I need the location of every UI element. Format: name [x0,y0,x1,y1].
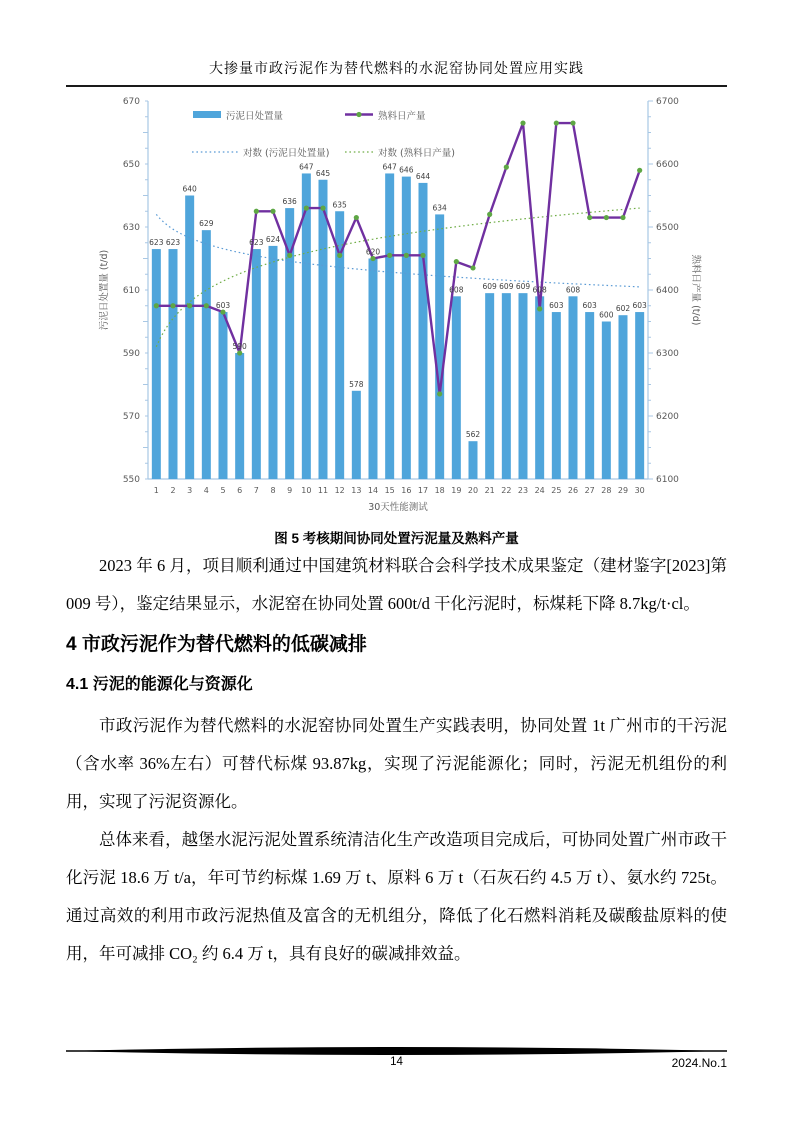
svg-text:562: 562 [465,430,481,440]
svg-text:590: 590 [232,342,247,351]
svg-text:1: 1 [153,486,159,495]
left-axis-title: 污泥日处置量 (t/d) [99,249,110,331]
svg-text:30: 30 [634,486,645,495]
svg-text:6400: 6400 [656,286,679,296]
svg-text:29: 29 [617,486,629,495]
svg-text:5: 5 [220,486,226,495]
trendline [156,214,639,287]
clinker-sludge-chart [95,95,705,520]
sludge-bars [152,173,644,479]
svg-text:21: 21 [484,486,495,495]
svg-text:640: 640 [182,184,197,194]
svg-text:608: 608 [449,285,464,295]
svg-text:670: 670 [122,97,140,107]
svg-text:634: 634 [432,203,447,213]
svg-text:608: 608 [565,285,581,295]
svg-text:25: 25 [551,486,562,495]
svg-text:污泥日处置量: 污泥日处置量 [226,111,284,122]
svg-text:2: 2 [170,486,176,495]
svg-text:8: 8 [270,486,276,495]
svg-text:629: 629 [199,219,214,229]
svg-text:6600: 6600 [656,160,679,170]
page-number: 14 [390,1056,403,1068]
right-axis-title: 熟料日产量 (t/d) [690,254,701,326]
svg-text:602: 602 [615,304,631,314]
paragraph-carbon-reduction: 总体来看，越堡水泥污泥处置系统清洁化生产改造项目完成后，可协同处置广州市政干化污泥 18.6 万 t/a，年可节约标煤 1.69 万 t、原料 6 万 t（石灰石约 4.5 万 t）、氨水约 725t。通过高效的利用市政污泥热值及富含的无机组分，降低了化石燃料消耗及碳酸盐原料的使用，年可减排 CO₂ 约 6.4 万 t，具有良好的碳减排效益。 [66,830,727,963]
svg-text:对数 (熟料日产量): 对数 (熟料日产量) [378,148,455,159]
svg-text:28: 28 [601,486,612,495]
svg-text:6300: 6300 [656,349,679,359]
svg-text:14: 14 [367,486,379,495]
svg-text:15: 15 [384,486,395,495]
svg-text:636: 636 [282,197,297,207]
svg-text:3: 3 [187,486,193,495]
svg-text:650: 650 [122,160,140,170]
svg-text:熟料日产量: 熟料日产量 [378,111,426,122]
svg-text:623: 623 [149,238,164,248]
svg-text:13: 13 [351,486,362,495]
chart-legend [192,110,455,159]
svg-text:578: 578 [349,379,364,389]
svg-text:646: 646 [399,165,414,175]
svg-text:603: 603 [582,301,597,311]
svg-text:609: 609 [499,282,514,292]
svg-text:645: 645 [315,168,331,178]
svg-text:19: 19 [451,486,462,495]
svg-text:12: 12 [334,486,345,495]
svg-text:644: 644 [415,171,431,181]
svg-text:22: 22 [501,486,512,495]
svg-text:20: 20 [467,486,479,495]
svg-text:603: 603 [215,301,231,311]
page-header [66,58,727,87]
svg-text:608: 608 [532,285,547,295]
svg-text:635: 635 [332,200,347,210]
body-text [66,547,727,973]
subsection-heading: 4.1 污泥的能源化与资源化 [66,676,253,693]
section-heading: 4 市政污泥作为替代燃料的低碳减排 [66,634,367,655]
svg-text:30天性能测试: 30天性能测试 [368,502,428,513]
svg-text:623: 623 [165,238,181,248]
svg-text:624: 624 [265,234,281,244]
paragraph-energy-recovery: 市政污泥作为替代燃料的水泥窑协同处置生产实践表明，协同处置 1t 广州市的干污泥（含水率 36%左右）可替代标煤 93.87kg，实现了污泥能源化；同时，污泥无机组份的利用，实现了污泥资源化。 [66,716,727,811]
svg-text:550: 550 [122,475,140,485]
svg-text:630: 630 [122,223,140,233]
svg-text:647: 647 [299,162,314,172]
svg-text:610: 610 [122,286,140,296]
svg-text:6200: 6200 [656,412,679,422]
header-title: 大掺量市政污泥作为替代燃料的水泥窑协同处置应用实践 [209,62,584,77]
figure5-chart-container [95,95,705,520]
svg-text:609: 609 [482,282,497,292]
svg-text:590: 590 [122,349,140,359]
svg-text:11: 11 [317,486,329,495]
svg-text:23: 23 [517,486,529,495]
svg-text:623: 623 [249,238,264,248]
figure-caption: 图 5 考核期间协同处置污泥量及熟料产量 [274,531,519,546]
svg-text:6100: 6100 [656,475,679,485]
svg-text:7: 7 [253,486,259,495]
svg-text:609: 609 [515,282,531,292]
svg-text:对数 (污泥日处置量): 对数 (污泥日处置量) [243,148,330,159]
svg-text:6500: 6500 [656,223,679,233]
paragraph-appraisal: 2023 年 6 月，项目顺利通过中国建筑材料联合会科学技术成果鉴定（建材鉴字[2023]第 009 号），鉴定结果显示，水泥窑在协同处置 600t/d 干化污泥时，标煤耗下降 8.7kg/t·cl。 [66,556,727,613]
svg-text:16: 16 [401,486,412,495]
svg-text:603: 603 [632,301,647,311]
svg-text:10: 10 [301,486,312,495]
svg-text:26: 26 [567,486,579,495]
svg-text:603: 603 [549,301,564,311]
svg-text:570: 570 [122,412,140,422]
svg-text:6: 6 [237,486,243,495]
svg-text:17: 17 [417,486,429,495]
issue-label: 2024.No.1 [671,1056,727,1070]
svg-text:9: 9 [287,486,293,495]
svg-text:24: 24 [534,486,545,495]
svg-text:647: 647 [382,162,397,172]
svg-text:600: 600 [599,310,614,320]
svg-text:6700: 6700 [656,97,679,107]
svg-text:18: 18 [434,486,445,495]
svg-text:4: 4 [203,486,209,495]
footer-divider [66,1046,727,1056]
svg-text:620: 620 [365,247,381,257]
svg-text:27: 27 [584,486,595,495]
